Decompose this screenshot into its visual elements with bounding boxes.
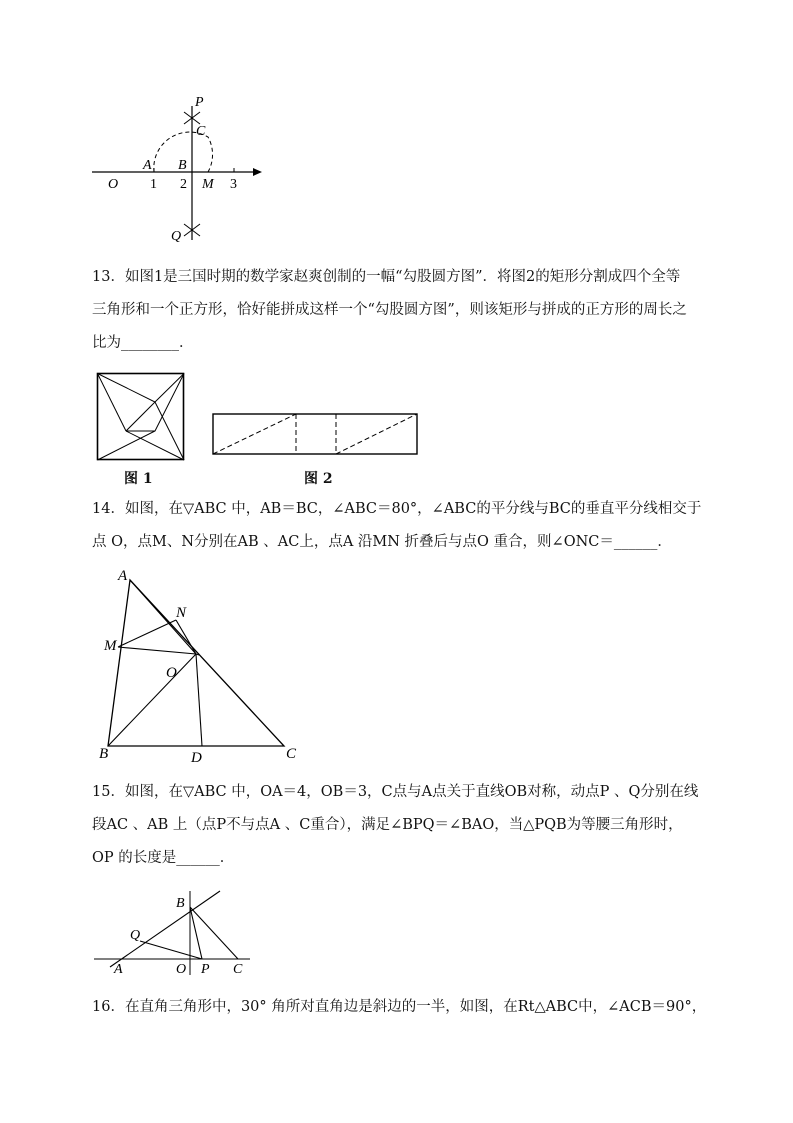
label-C: C — [196, 124, 206, 139]
label-Q: Q — [171, 229, 182, 244]
label-A: A — [114, 962, 123, 977]
q13-line-1: 13．如图1是三国时期的数学家赵爽创制的一幅“勾股圆方图”．将图2的矩形分割成四个全等 — [92, 269, 681, 285]
label-B: B — [176, 896, 185, 911]
label-Q: Q — [130, 928, 141, 943]
q14-line-1: 14．如图，在▽ABC 中，AB＝BC，∠ABC＝80°，∠ABC的平分线与BC的垂直平分线相交于 — [92, 501, 702, 517]
label-O: O — [108, 177, 119, 192]
tick-3: 3 — [230, 177, 237, 192]
label-O: O — [166, 665, 177, 681]
triangle-fold-figure — [100, 565, 310, 765]
q15-line-2: 段AC 、AB 上（点P不与点A 、C重合），满足∠BPQ＝∠BAO，当△PQB为等腰三角形时， — [92, 817, 683, 833]
label-P: P — [195, 95, 204, 110]
label-P: P — [201, 962, 210, 977]
label-C: C — [233, 962, 243, 977]
q13-line-3: 比为________． — [92, 335, 194, 351]
label-D: D — [191, 750, 202, 766]
q15-line-3: OP 的长度是______． — [92, 850, 235, 866]
label-B: B — [99, 746, 109, 762]
label-A: A — [143, 158, 152, 173]
rectangle-figure — [210, 412, 420, 457]
q16-line-1: 16．在直角三角形中，30° 角所对直角边是斜边的一半，如图，在Rt△ABC中，∠ACB＝90°， — [92, 999, 707, 1015]
q14-line-2: 点 O，点M、N分别在AB 、AC上，点A 沿MN 折叠后与点O 重合，则∠ONC＝______． — [92, 534, 672, 550]
tick-2: 2 — [180, 177, 187, 192]
number-line-figure — [88, 92, 278, 252]
caption-figure-1: 图 1 — [124, 471, 153, 487]
pythagoras-square-figure — [96, 372, 186, 462]
caption-figure-2: 图 2 — [304, 471, 333, 487]
q15-line-1: 15．如图，在▽ABC 中，OA＝4，OB＝3，C点与A点关于直线OB对称，动点P 、Q分别在线 — [92, 784, 699, 800]
label-O: O — [176, 962, 187, 977]
label-N: N — [176, 605, 187, 621]
label-M: M — [202, 177, 214, 192]
label-C: C — [286, 746, 297, 762]
label-A: A — [118, 568, 128, 584]
x-axis-arrow — [253, 168, 262, 176]
label-M: M — [104, 638, 117, 654]
label-B: B — [178, 158, 187, 173]
isosceles-figure — [90, 885, 260, 980]
q13-line-2: 三角形和一个正方形，恰好能拼成这样一个“勾股圆方图”，则该矩形与拼成的正方形的周长之 — [92, 302, 687, 318]
tick-1: 1 — [150, 177, 157, 192]
